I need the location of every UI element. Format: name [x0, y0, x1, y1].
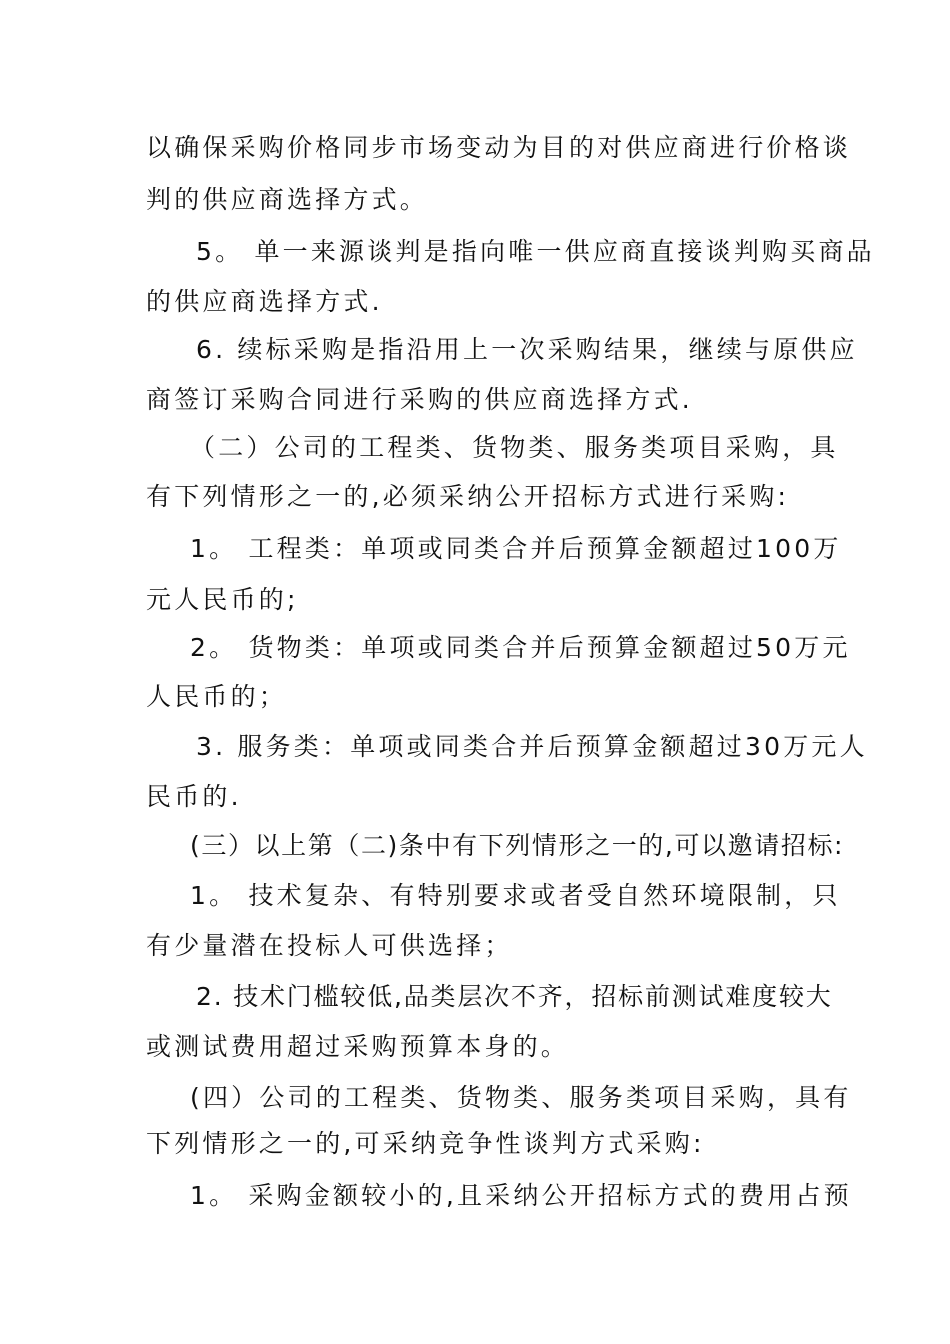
text-line: 1。 采购金额较小的,且采纳公开招标方式的费用占预	[190, 1181, 852, 1210]
text-line: 5。 单一来源谈判是指向唯一供应商直接谈判购买商品	[196, 237, 875, 266]
text-line: (四）公司的工程类、货物类、服务类项目采购，具有	[190, 1083, 852, 1112]
text-line: 下列情形之一的,可采纳竞争性谈判方式采购:	[146, 1129, 705, 1158]
text-line: 判的供应商选择方式。	[146, 185, 429, 214]
text-line: 有下列情形之一的,必须采纳公开招标方式进行采购:	[146, 482, 790, 511]
text-line: 2. 技术门槛较低,品类层次不齐，招标前测试难度较大	[196, 982, 833, 1011]
text-line: 2。 货物类：单项或同类合并后预算金额超过50万元	[190, 633, 851, 662]
text-line: 3. 服务类：单项或同类合并后预算金额超过30万元人	[196, 732, 868, 761]
text-line: (三）以上第（二)条中有下列情形之一的,可以邀请招标:	[190, 831, 845, 860]
text-line: 人民币的；	[146, 682, 288, 711]
text-line: 元人民币的;	[146, 585, 299, 614]
text-line: 6. 续标采购是指沿用上一次采购结果，继续与原供应	[196, 335, 858, 364]
text-line: 的供应商选择方式.	[146, 287, 383, 316]
text-line: 或测试费用超过采购预算本身的。	[146, 1032, 570, 1061]
text-line: 民币的.	[146, 782, 242, 811]
text-line: 1。 技术复杂、有特别要求或者受自然环境限制，只	[190, 881, 841, 910]
text-line: 以确保采购价格同步市场变动为目的对供应商进行价格谈	[146, 133, 852, 162]
text-line: 商签订采购合同进行采购的供应商选择方式.	[146, 385, 693, 414]
text-line: 有少量潜在投标人可供选择；	[146, 931, 513, 960]
text-line: （二）公司的工程类、货物类、服务类项目采购，具	[190, 433, 839, 462]
text-line: 1。 工程类：单项或同类合并后预算金额超过100万	[190, 534, 842, 563]
